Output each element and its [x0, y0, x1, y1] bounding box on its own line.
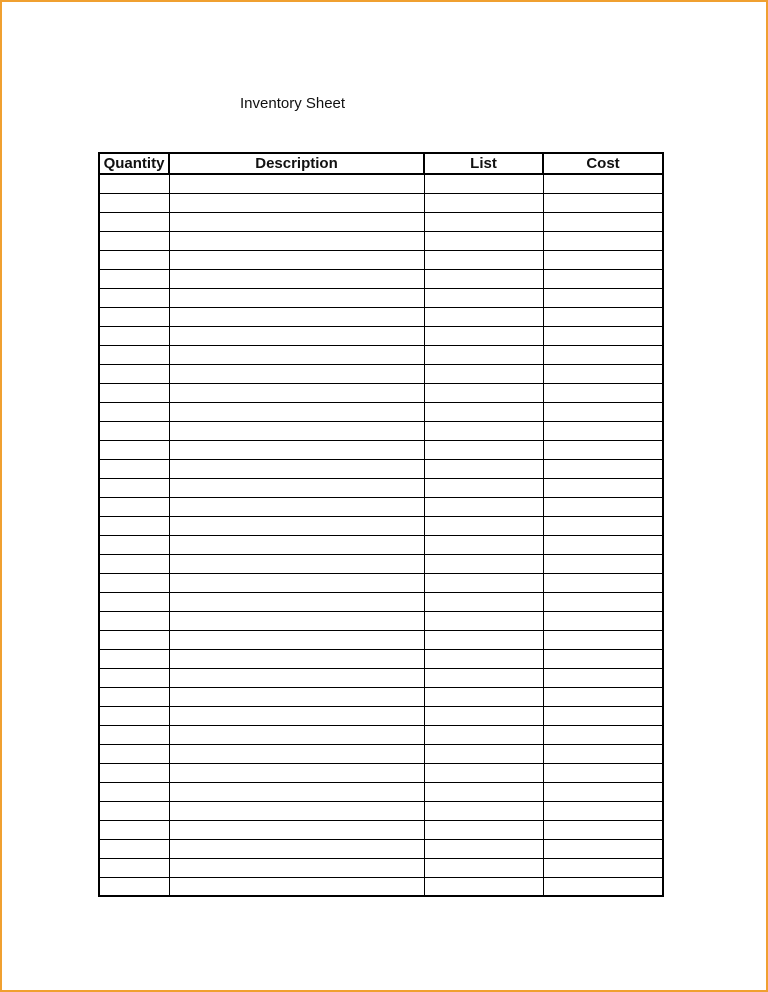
- cost-cell: [543, 763, 663, 782]
- table-row: [99, 554, 663, 573]
- description-cell: [169, 839, 424, 858]
- quantity-cell: [99, 478, 169, 497]
- description-cell: [169, 440, 424, 459]
- table-row: [99, 668, 663, 687]
- list-cell: [424, 497, 543, 516]
- description-cell: [169, 193, 424, 212]
- list-cell: [424, 269, 543, 288]
- list-cell: [424, 231, 543, 250]
- table-row: [99, 839, 663, 858]
- cost-cell: [543, 326, 663, 345]
- quantity-cell: [99, 174, 169, 193]
- description-cell: [169, 516, 424, 535]
- quantity-cell: [99, 725, 169, 744]
- list-cell: [424, 820, 543, 839]
- table-row: [99, 592, 663, 611]
- quantity-cell: [99, 763, 169, 782]
- description-cell: [169, 744, 424, 763]
- table-row: [99, 630, 663, 649]
- cost-cell: [543, 383, 663, 402]
- cost-cell: [543, 174, 663, 193]
- list-cell: [424, 440, 543, 459]
- table-row: [99, 649, 663, 668]
- description-cell: [169, 288, 424, 307]
- quantity-cell: [99, 706, 169, 725]
- cost-cell: [543, 592, 663, 611]
- cost-cell: [543, 877, 663, 896]
- list-cell: [424, 250, 543, 269]
- table-row: [99, 725, 663, 744]
- description-cell: [169, 687, 424, 706]
- cost-cell: [543, 250, 663, 269]
- description-cell: [169, 174, 424, 193]
- list-cell: [424, 782, 543, 801]
- table-row: [99, 516, 663, 535]
- table-row: [99, 820, 663, 839]
- table-row: [99, 364, 663, 383]
- table-row: [99, 858, 663, 877]
- quantity-cell: [99, 250, 169, 269]
- list-cell: [424, 839, 543, 858]
- description-cell: [169, 497, 424, 516]
- table-row: [99, 250, 663, 269]
- cost-cell: [543, 744, 663, 763]
- list-cell: [424, 326, 543, 345]
- cost-cell: [543, 440, 663, 459]
- description-cell: [169, 421, 424, 440]
- table-row: [99, 383, 663, 402]
- list-cell: [424, 668, 543, 687]
- description-cell: [169, 345, 424, 364]
- list-cell: [424, 364, 543, 383]
- cost-cell: [543, 307, 663, 326]
- table-row: [99, 801, 663, 820]
- description-cell: [169, 250, 424, 269]
- table-row: [99, 174, 663, 193]
- cost-cell: [543, 554, 663, 573]
- quantity-cell: [99, 269, 169, 288]
- quantity-cell: [99, 877, 169, 896]
- list-cell: [424, 725, 543, 744]
- cost-cell: [543, 630, 663, 649]
- description-cell: [169, 269, 424, 288]
- list-cell: [424, 858, 543, 877]
- quantity-cell: [99, 782, 169, 801]
- quantity-cell: [99, 592, 169, 611]
- cost-cell: [543, 782, 663, 801]
- description-cell: [169, 611, 424, 630]
- cost-cell: [543, 459, 663, 478]
- description-cell: [169, 801, 424, 820]
- cost-cell: [543, 212, 663, 231]
- table-row: [99, 687, 663, 706]
- quantity-cell: [99, 668, 169, 687]
- list-cell: [424, 744, 543, 763]
- list-cell: [424, 516, 543, 535]
- cost-cell: [543, 364, 663, 383]
- description-cell: [169, 478, 424, 497]
- description-cell: [169, 383, 424, 402]
- table-row: [99, 611, 663, 630]
- column-header-list: List: [424, 153, 543, 174]
- cost-cell: [543, 231, 663, 250]
- cost-cell: [543, 820, 663, 839]
- quantity-cell: [99, 687, 169, 706]
- column-header-quantity: Quantity: [99, 153, 169, 174]
- table-row: [99, 535, 663, 554]
- cost-cell: [543, 706, 663, 725]
- list-cell: [424, 174, 543, 193]
- cost-cell: [543, 573, 663, 592]
- description-cell: [169, 212, 424, 231]
- table-row: [99, 402, 663, 421]
- table-row: [99, 307, 663, 326]
- list-cell: [424, 687, 543, 706]
- quantity-cell: [99, 383, 169, 402]
- quantity-cell: [99, 326, 169, 345]
- table-row: [99, 231, 663, 250]
- cost-cell: [543, 668, 663, 687]
- cost-cell: [543, 421, 663, 440]
- cost-cell: [543, 478, 663, 497]
- description-cell: [169, 763, 424, 782]
- quantity-cell: [99, 839, 169, 858]
- description-cell: [169, 782, 424, 801]
- list-cell: [424, 402, 543, 421]
- description-cell: [169, 535, 424, 554]
- description-cell: [169, 573, 424, 592]
- column-header-description: Description: [169, 153, 424, 174]
- table-row: [99, 440, 663, 459]
- quantity-cell: [99, 649, 169, 668]
- description-cell: [169, 592, 424, 611]
- description-cell: [169, 649, 424, 668]
- quantity-cell: [99, 611, 169, 630]
- description-cell: [169, 725, 424, 744]
- table-row: [99, 326, 663, 345]
- description-cell: [169, 326, 424, 345]
- list-cell: [424, 307, 543, 326]
- description-cell: [169, 554, 424, 573]
- list-cell: [424, 573, 543, 592]
- sheet-title: Inventory Sheet: [240, 95, 346, 112]
- list-cell: [424, 763, 543, 782]
- cost-cell: [543, 402, 663, 421]
- description-cell: [169, 706, 424, 725]
- description-cell: [169, 307, 424, 326]
- quantity-cell: [99, 573, 169, 592]
- table-row: [99, 193, 663, 212]
- quantity-cell: [99, 421, 169, 440]
- list-cell: [424, 288, 543, 307]
- quantity-cell: [99, 516, 169, 535]
- cost-cell: [543, 345, 663, 364]
- quantity-cell: [99, 497, 169, 516]
- cost-cell: [543, 535, 663, 554]
- list-cell: [424, 212, 543, 231]
- quantity-cell: [99, 193, 169, 212]
- table-header-row: [99, 153, 663, 174]
- list-cell: [424, 193, 543, 212]
- quantity-cell: [99, 231, 169, 250]
- table-row: [99, 459, 663, 478]
- quantity-cell: [99, 364, 169, 383]
- table-row: [99, 706, 663, 725]
- table-row: [99, 877, 663, 896]
- list-cell: [424, 877, 543, 896]
- table-row: [99, 573, 663, 592]
- table-row: [99, 269, 663, 288]
- quantity-cell: [99, 459, 169, 478]
- quantity-cell: [99, 307, 169, 326]
- description-cell: [169, 820, 424, 839]
- description-cell: [169, 364, 424, 383]
- quantity-cell: [99, 554, 169, 573]
- quantity-cell: [99, 535, 169, 554]
- list-cell: [424, 478, 543, 497]
- table-row: [99, 497, 663, 516]
- cost-cell: [543, 611, 663, 630]
- cost-cell: [543, 193, 663, 212]
- table-row: [99, 763, 663, 782]
- table-row: [99, 288, 663, 307]
- list-cell: [424, 345, 543, 364]
- table-row: [99, 345, 663, 364]
- cost-cell: [543, 858, 663, 877]
- table-row: [99, 421, 663, 440]
- inventory-table: [98, 152, 664, 897]
- list-cell: [424, 592, 543, 611]
- quantity-cell: [99, 820, 169, 839]
- list-cell: [424, 801, 543, 820]
- list-cell: [424, 421, 543, 440]
- list-cell: [424, 383, 543, 402]
- table-row: [99, 212, 663, 231]
- cost-cell: [543, 839, 663, 858]
- description-cell: [169, 402, 424, 421]
- table-row: [99, 478, 663, 497]
- cost-cell: [543, 649, 663, 668]
- list-cell: [424, 554, 543, 573]
- list-cell: [424, 459, 543, 478]
- quantity-cell: [99, 630, 169, 649]
- quantity-cell: [99, 858, 169, 877]
- cost-cell: [543, 497, 663, 516]
- cost-cell: [543, 801, 663, 820]
- list-cell: [424, 706, 543, 725]
- quantity-cell: [99, 212, 169, 231]
- quantity-cell: [99, 801, 169, 820]
- quantity-cell: [99, 402, 169, 421]
- description-cell: [169, 858, 424, 877]
- description-cell: [169, 668, 424, 687]
- cost-cell: [543, 725, 663, 744]
- table-row: [99, 782, 663, 801]
- list-cell: [424, 630, 543, 649]
- description-cell: [169, 231, 424, 250]
- quantity-cell: [99, 345, 169, 364]
- description-cell: [169, 459, 424, 478]
- cost-cell: [543, 687, 663, 706]
- column-header-cost: Cost: [543, 153, 663, 174]
- table-row: [99, 744, 663, 763]
- cost-cell: [543, 516, 663, 535]
- description-cell: [169, 877, 424, 896]
- list-cell: [424, 535, 543, 554]
- cost-cell: [543, 269, 663, 288]
- quantity-cell: [99, 440, 169, 459]
- cost-cell: [543, 288, 663, 307]
- description-cell: [169, 630, 424, 649]
- list-cell: [424, 649, 543, 668]
- table-body: [99, 174, 663, 896]
- list-cell: [424, 611, 543, 630]
- quantity-cell: [99, 288, 169, 307]
- quantity-cell: [99, 744, 169, 763]
